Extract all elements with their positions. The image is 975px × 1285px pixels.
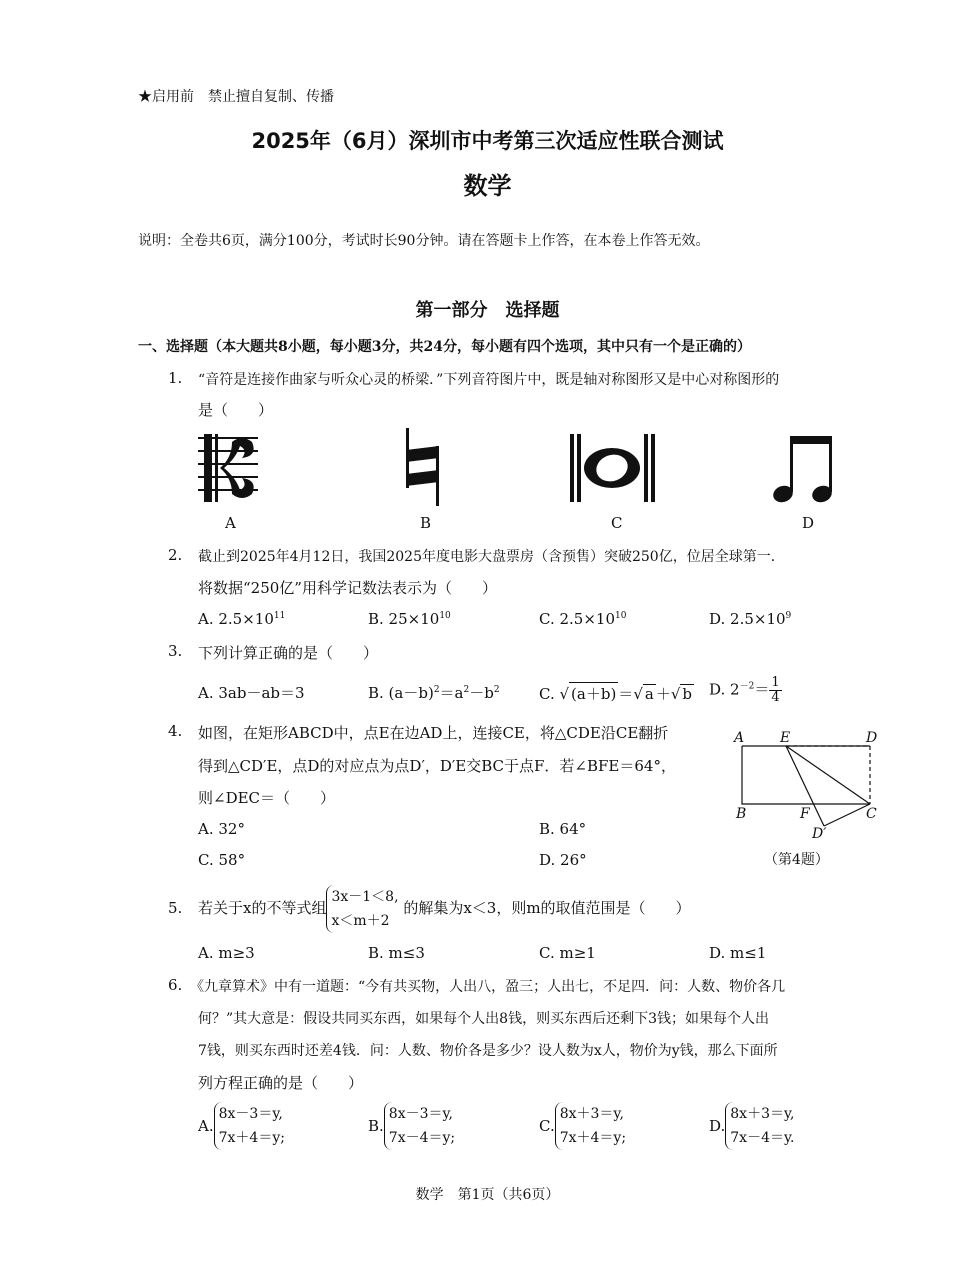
q6-stem-line3: 7钱，则买东西时还差4钱．问：人数、物价各是多少？设人数为x人，物价为y钱，那么下面所 (198, 1043, 778, 1059)
q6-option-b: B. 8x－3＝y, 7x－4＝y; (368, 1102, 455, 1150)
exam-title: 2025年（6月）深圳市中考第三次适应性联合测试 (251, 129, 724, 153)
q3-option-c: C. √ (a＋b) ＝√ a ＋√ b (539, 682, 694, 704)
q3-option-d: D. $2^{-2}=$ $\frac{1}{4}$ (709, 675, 780, 705)
q2-option-b: B. $25\times 10^{10}$ (368, 610, 451, 628)
q2-option-c: C. $2.5\times 10^{10}$ (539, 610, 627, 628)
q4-point-f: F (800, 806, 810, 822)
double-whole-note-figure (566, 432, 658, 504)
q4-figure-caption: （第4题） (764, 852, 829, 868)
q6-stem-line4: 列方程正确的是（ ） (198, 1074, 364, 1092)
q5-option-b: B. m≤3 (368, 944, 425, 962)
q6-option-a: A. 8x－3＝y, 7x＋4＝y; (198, 1102, 285, 1150)
q5-stem: 若关于x的不等式组 3x－1＜8, x＜m＋2 的解集为x＜3，则m的取值范围是（ ） (198, 881, 691, 935)
q1-number: 1. (168, 369, 183, 387)
q5-number: 5. (168, 899, 183, 917)
q5-option-d: D. m≤1 (709, 944, 767, 962)
instructions: 说明：全卷共6页，满分100分，考试时长90分钟。请在答题卡上作答，在本卷上作答无效。 (138, 233, 710, 249)
q4-point-d-prime: D′ (812, 826, 827, 842)
q1-stem-line2: 是（ ） (198, 401, 274, 419)
section-title: 一、选择题（本大题共8小题，每小题3分，共24分，每小题有四个选项，其中只有一个是正确的） (138, 339, 751, 355)
q4-point-a: A (734, 730, 745, 746)
q4-option-b: B. 64° (539, 820, 587, 838)
q4-option-a: A. 32° (198, 820, 245, 838)
q4-stem-line1: 如图，在矩形ABCD中，点E在边AD上，连接CE，将△CDE沿CE翻折 (198, 724, 669, 742)
q6-option-d: D. 8x＋3＝y, 7x－4＝y. (709, 1102, 794, 1150)
q4-rectangle-figure (728, 726, 888, 848)
alto-clef-figure (198, 428, 268, 508)
q1-label-d: D (802, 514, 815, 532)
q3-stem: 下列计算正确的是（ ） (198, 644, 379, 662)
q6-stem-line2: 何？”其大意是：假设共同买东西，如果每个人出8钱，则买东西后还剩下3钱；如果每个人出 (198, 1011, 769, 1027)
natural-sign-figure (398, 426, 448, 508)
part-title: 第一部分 选择题 (415, 300, 560, 321)
q2-stem-line1: 截止到2025年4月12日，我国2025年度电影大盘票房（含预售）突破250亿，位居全球第一． (198, 549, 785, 565)
q6-option-c: C. 8x＋3＝y, 7x＋4＝y; (539, 1102, 626, 1150)
q5-option-c: C. m≥1 (539, 944, 596, 962)
q2-stem-line2: 将数据“250亿”用科学记数法表示为（ ） (198, 579, 497, 597)
q6-stem-line1: 《九章算术》中有一道题：“今有共买物，人出八，盈三；人出七，不足四．问：人数、物价各几 (190, 979, 786, 995)
q4-number: 4. (168, 722, 183, 740)
q1-label-a: A (225, 514, 236, 532)
q4-option-d: D. 26° (539, 851, 587, 869)
q2-number: 2. (168, 546, 183, 564)
q5-option-a: A. m≥3 (198, 944, 255, 962)
q3-number: 3. (168, 642, 183, 660)
q4-point-d: D (866, 730, 878, 746)
eighth-notes-figure (770, 432, 840, 506)
q6-number: 6. (168, 976, 183, 994)
q4-point-c: C (866, 806, 877, 822)
q3-option-b: B. $(a-b)^2=a^2-b^2$ (368, 684, 500, 702)
q4-stem-line2: 得到△CD′E，点D的对应点为点D′，D′E交BC于点F．若∠BFE＝64°， (198, 757, 676, 775)
q4-option-c: C. 58° (198, 851, 246, 869)
q4-point-e: E (780, 730, 791, 746)
q4-point-b: B (736, 806, 747, 822)
page-footer: 数学 第1页（共6页） (415, 1187, 560, 1203)
q4-stem-line3: 则∠DEC＝（ ） (198, 789, 336, 807)
q1-label-b: B (420, 514, 432, 532)
q2-option-d: D. $2.5\times 10^9$ (709, 610, 792, 628)
q1-label-c: C (611, 514, 623, 532)
q5-inequality-system: 3x－1＜8, x＜m＋2 (326, 885, 398, 933)
q3-option-a: A. 3ab－ab＝3 (198, 684, 305, 702)
q2-option-a: A. $2.5\times 10^{11}$ (198, 610, 286, 628)
q1-stem-line1: “音符是连接作曲家与听众心灵的桥梁．”下列音符图片中，既是轴对称图形又是中心对称图形的 (198, 372, 780, 388)
subject-title: 数学 (463, 171, 512, 200)
notice: ★启用前 禁止擅自复制、传播 (138, 89, 334, 105)
